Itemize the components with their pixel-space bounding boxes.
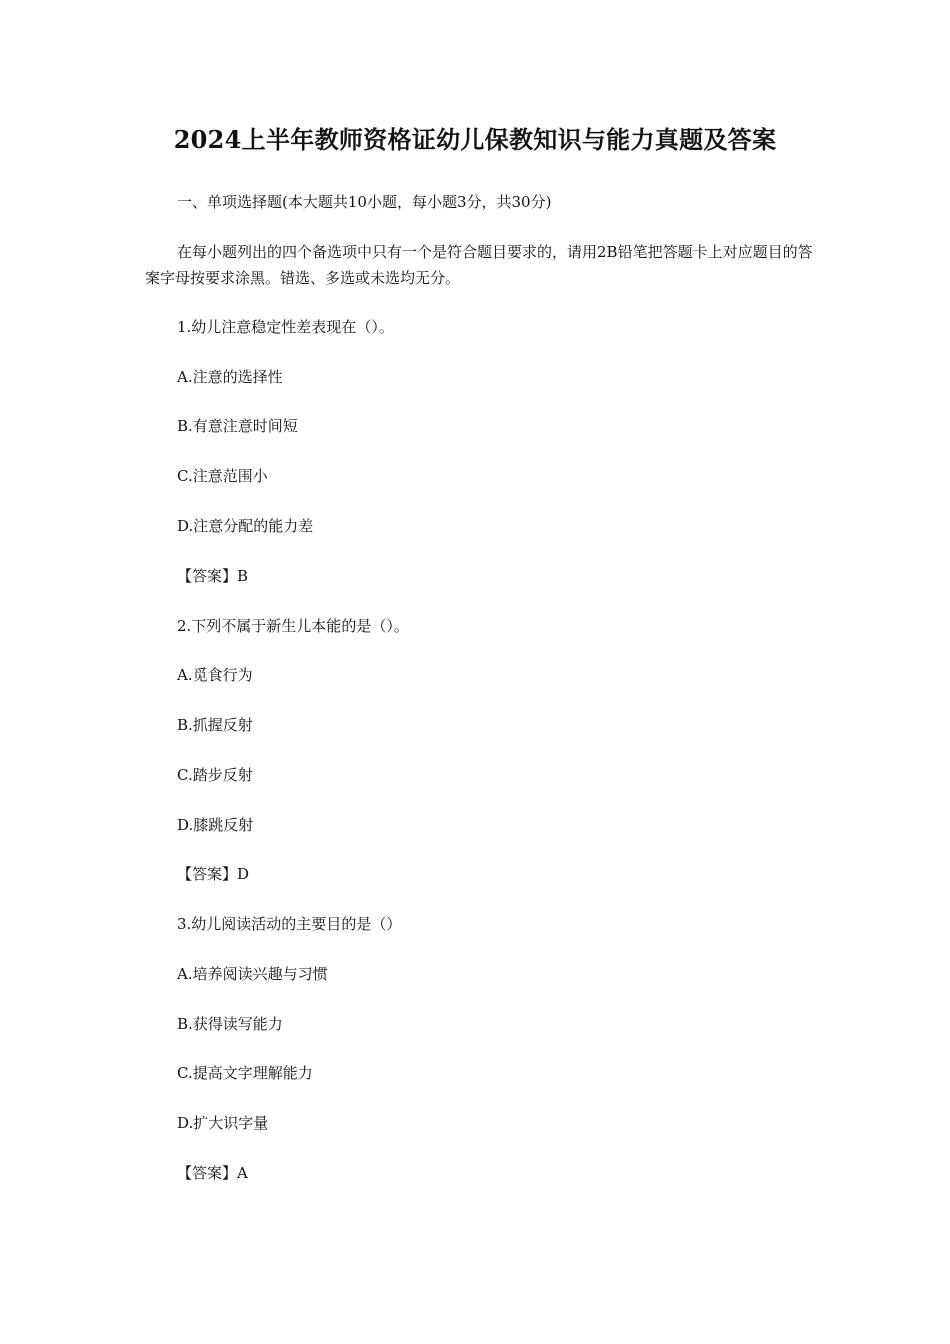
question-3-option-b: B.获得读写能力	[177, 1015, 283, 1033]
question-stem-2: 2.下列不属于新生儿本能的是（）。	[177, 617, 409, 635]
question-1-option-b: B.有意注意时间短	[177, 417, 298, 435]
question-3-answer: 【答案】A	[177, 1164, 248, 1182]
question-2-answer: 【答案】D	[177, 865, 250, 883]
question-stem-3: 3.幼儿阅读活动的主要目的是（）	[177, 915, 402, 933]
question-3-option-c: C.提高文字理解能力	[177, 1064, 313, 1082]
question-1-option-d: D.注意分配的能力差	[177, 517, 314, 535]
section-heading: 一、单项选择题(本大题共10小题，每小题3分，共30分)	[177, 193, 552, 211]
question-2-option-a: A.觅食行为	[177, 666, 253, 684]
question-3-option-d: D.扩大识字量	[177, 1114, 269, 1132]
question-1-option-c: C.注意范围小	[177, 467, 268, 485]
question-2-option-c: C.踏步反射	[177, 766, 253, 784]
document-title: 2024上半年教师资格证幼儿保教知识与能力真题及答案	[173, 125, 777, 154]
question-3-option-a: A.培养阅读兴趣与习惯	[177, 965, 328, 983]
question-2-option-d: D.膝跳反射	[177, 816, 254, 834]
question-1-option-a: A.注意的选择性	[177, 368, 283, 386]
question-1-answer: 【答案】B	[177, 567, 249, 585]
question-2-option-b: B.抓握反射	[177, 716, 253, 734]
question-stem-1: 1.幼儿注意稳定性差表现在（）。	[177, 318, 394, 336]
instructions-paragraph: 在每小题列出的四个备选项中只有一个是符合题目要求的，请用2B铅笔把答题卡上对应题目的答案字母按要求涂黑。错选、多选或未选均无分。	[145, 243, 813, 287]
